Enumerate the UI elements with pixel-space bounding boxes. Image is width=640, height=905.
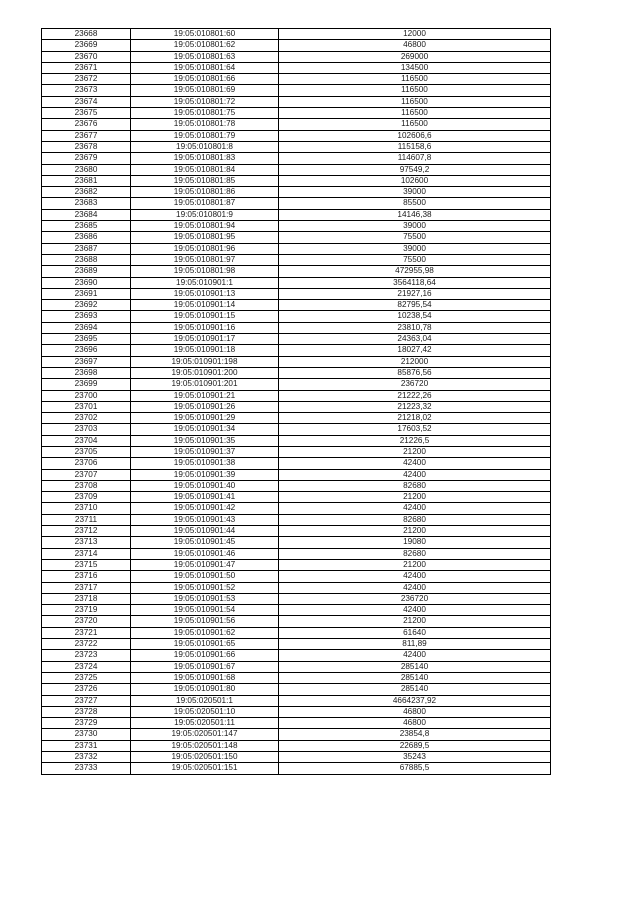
row-number-cell: 23678 xyxy=(42,141,131,152)
cadastral-number-cell: 19:05:010801:95 xyxy=(131,232,279,243)
cadastral-value-cell: 22689,5 xyxy=(279,740,551,751)
cadastral-value-cell: 102600 xyxy=(279,175,551,186)
cadastral-number-cell: 19:05:010801:86 xyxy=(131,187,279,198)
row-number-cell: 23683 xyxy=(42,198,131,209)
cadastral-number-cell: 19:05:010901:34 xyxy=(131,424,279,435)
row-number-cell: 23721 xyxy=(42,627,131,638)
table-row xyxy=(42,390,551,401)
table-row xyxy=(42,729,551,740)
row-number-cell: 23729 xyxy=(42,718,131,729)
table-row xyxy=(42,401,551,412)
table-row xyxy=(42,480,551,491)
table-row xyxy=(42,616,551,627)
row-number-cell: 23716 xyxy=(42,571,131,582)
row-number-cell: 23669 xyxy=(42,40,131,51)
cadastral-value-cell: 14146,38 xyxy=(279,209,551,220)
cadastral-number-cell: 19:05:010801:64 xyxy=(131,62,279,73)
row-number-cell: 23714 xyxy=(42,548,131,559)
row-number-cell: 23730 xyxy=(42,729,131,740)
cadastral-value-cell: 82680 xyxy=(279,514,551,525)
cadastral-value-cell: 212000 xyxy=(279,356,551,367)
row-number-cell: 23707 xyxy=(42,469,131,480)
cadastral-number-cell: 19:05:010801:75 xyxy=(131,108,279,119)
table-row xyxy=(42,221,551,232)
cadastral-number-cell: 19:05:010901:200 xyxy=(131,367,279,378)
cadastral-value-cell: 285140 xyxy=(279,672,551,683)
table-row xyxy=(42,593,551,604)
cadastral-value-cell: 21218,02 xyxy=(279,413,551,424)
table-row xyxy=(42,695,551,706)
table-row xyxy=(42,752,551,763)
cadastral-value-cell: 82680 xyxy=(279,480,551,491)
cadastral-value-cell: 472955,98 xyxy=(279,266,551,277)
table-row xyxy=(42,605,551,616)
table-row xyxy=(42,740,551,751)
row-number-cell: 23692 xyxy=(42,300,131,311)
row-number-cell: 23684 xyxy=(42,209,131,220)
cadastral-value-cell: 97549,2 xyxy=(279,164,551,175)
cadastral-value-cell: 18027,42 xyxy=(279,345,551,356)
cadastral-number-cell: 19:05:010801:8 xyxy=(131,141,279,152)
cadastral-number-cell: 19:05:010901:68 xyxy=(131,672,279,683)
cadastral-value-cell: 116500 xyxy=(279,108,551,119)
cadastral-number-cell: 19:05:010801:87 xyxy=(131,198,279,209)
row-number-cell: 23676 xyxy=(42,119,131,130)
table-row xyxy=(42,763,551,774)
cadastral-value-cell: 285140 xyxy=(279,684,551,695)
row-number-cell: 23685 xyxy=(42,221,131,232)
cadastral-number-cell: 19:05:010901:66 xyxy=(131,650,279,661)
cadastral-number-cell: 19:05:020501:151 xyxy=(131,763,279,774)
row-number-cell: 23682 xyxy=(42,187,131,198)
cadastral-number-cell: 19:05:010901:35 xyxy=(131,435,279,446)
row-number-cell: 23680 xyxy=(42,164,131,175)
cadastral-number-cell: 19:05:010901:37 xyxy=(131,446,279,457)
table-row xyxy=(42,130,551,141)
cadastral-value-cell: 269000 xyxy=(279,51,551,62)
cadastral-number-cell: 19:05:010901:26 xyxy=(131,401,279,412)
cadastral-number-cell: 19:05:010901:18 xyxy=(131,345,279,356)
cadastral-number-cell: 19:05:010801:69 xyxy=(131,85,279,96)
table-row xyxy=(42,141,551,152)
table-row xyxy=(42,266,551,277)
row-number-cell: 23704 xyxy=(42,435,131,446)
cadastral-number-cell: 19:05:010801:79 xyxy=(131,130,279,141)
cadastral-number-cell: 19:05:010901:65 xyxy=(131,639,279,650)
row-number-cell: 23677 xyxy=(42,130,131,141)
cadastral-number-cell: 19:05:010801:85 xyxy=(131,175,279,186)
cadastral-number-cell: 19:05:010801:97 xyxy=(131,254,279,265)
row-number-cell: 23712 xyxy=(42,526,131,537)
table-row xyxy=(42,322,551,333)
cadastral-number-cell: 19:05:010901:16 xyxy=(131,322,279,333)
cadastral-number-cell: 19:05:010901:45 xyxy=(131,537,279,548)
cadastral-number-cell: 19:05:010801:84 xyxy=(131,164,279,175)
cadastral-number-cell: 19:05:010801:63 xyxy=(131,51,279,62)
cadastral-value-table xyxy=(41,28,551,775)
table-row xyxy=(42,559,551,570)
table-row xyxy=(42,96,551,107)
table-row xyxy=(42,40,551,51)
cadastral-value-cell: 42400 xyxy=(279,605,551,616)
cadastral-number-cell: 19:05:010901:198 xyxy=(131,356,279,367)
table-row xyxy=(42,51,551,62)
cadastral-number-cell: 19:05:010901:50 xyxy=(131,571,279,582)
cadastral-number-cell: 19:05:010901:201 xyxy=(131,379,279,390)
row-number-cell: 23723 xyxy=(42,650,131,661)
table-row xyxy=(42,198,551,209)
row-number-cell: 23728 xyxy=(42,706,131,717)
cadastral-value-cell: 35243 xyxy=(279,752,551,763)
table-row xyxy=(42,435,551,446)
cadastral-number-cell: 19:05:010801:60 xyxy=(131,29,279,40)
table-row xyxy=(42,639,551,650)
row-number-cell: 23679 xyxy=(42,153,131,164)
table-row xyxy=(42,537,551,548)
cadastral-number-cell: 19:05:010901:42 xyxy=(131,503,279,514)
cadastral-number-cell: 19:05:010901:80 xyxy=(131,684,279,695)
cadastral-value-cell: 116500 xyxy=(279,119,551,130)
cadastral-value-cell: 285140 xyxy=(279,661,551,672)
table-row xyxy=(42,650,551,661)
cadastral-value-cell: 46800 xyxy=(279,706,551,717)
table-row xyxy=(42,367,551,378)
cadastral-value-cell: 811,89 xyxy=(279,639,551,650)
row-number-cell: 23670 xyxy=(42,51,131,62)
cadastral-value-cell: 21223,32 xyxy=(279,401,551,412)
cadastral-number-cell: 19:05:020501:11 xyxy=(131,718,279,729)
table-row xyxy=(42,571,551,582)
cadastral-value-cell: 102606,6 xyxy=(279,130,551,141)
cadastral-number-cell: 19:05:010901:21 xyxy=(131,390,279,401)
cadastral-value-cell: 24363,04 xyxy=(279,334,551,345)
table-row xyxy=(42,503,551,514)
cadastral-value-cell: 23854,8 xyxy=(279,729,551,740)
cadastral-number-cell: 19:05:010801:9 xyxy=(131,209,279,220)
cadastral-value-cell: 116500 xyxy=(279,96,551,107)
table-row xyxy=(42,277,551,288)
table-row xyxy=(42,345,551,356)
cadastral-number-cell: 19:05:010901:41 xyxy=(131,492,279,503)
table-row xyxy=(42,175,551,186)
row-number-cell: 23672 xyxy=(42,74,131,85)
row-number-cell: 23674 xyxy=(42,96,131,107)
cadastral-number-cell: 19:05:020501:150 xyxy=(131,752,279,763)
cadastral-number-cell: 19:05:010901:46 xyxy=(131,548,279,559)
row-number-cell: 23673 xyxy=(42,85,131,96)
row-number-cell: 23671 xyxy=(42,62,131,73)
cadastral-number-cell: 19:05:010901:38 xyxy=(131,458,279,469)
table-row xyxy=(42,548,551,559)
table-row xyxy=(42,288,551,299)
cadastral-value-cell: 85876,56 xyxy=(279,367,551,378)
cadastral-number-cell: 19:05:010901:29 xyxy=(131,413,279,424)
cadastral-value-cell: 3564118,64 xyxy=(279,277,551,288)
table-body xyxy=(42,29,551,775)
row-number-cell: 23696 xyxy=(42,345,131,356)
cadastral-value-cell: 42400 xyxy=(279,571,551,582)
row-number-cell: 23689 xyxy=(42,266,131,277)
row-number-cell: 23706 xyxy=(42,458,131,469)
table-row xyxy=(42,458,551,469)
table-row xyxy=(42,492,551,503)
row-number-cell: 23724 xyxy=(42,661,131,672)
row-number-cell: 23722 xyxy=(42,639,131,650)
row-number-cell: 23681 xyxy=(42,175,131,186)
cadastral-value-cell: 39000 xyxy=(279,243,551,254)
row-number-cell: 23715 xyxy=(42,559,131,570)
cadastral-value-cell: 21200 xyxy=(279,559,551,570)
cadastral-number-cell: 19:05:010901:15 xyxy=(131,311,279,322)
cadastral-number-cell: 19:05:010801:94 xyxy=(131,221,279,232)
cadastral-value-cell: 134500 xyxy=(279,62,551,73)
cadastral-value-cell: 115158,6 xyxy=(279,141,551,152)
cadastral-value-cell: 82795,54 xyxy=(279,300,551,311)
cadastral-number-cell: 19:05:010801:98 xyxy=(131,266,279,277)
cadastral-value-cell: 42400 xyxy=(279,469,551,480)
cadastral-value-cell: 82680 xyxy=(279,548,551,559)
table-row xyxy=(42,187,551,198)
table-row xyxy=(42,334,551,345)
table-row xyxy=(42,243,551,254)
table-row xyxy=(42,582,551,593)
cadastral-number-cell: 19:05:010801:62 xyxy=(131,40,279,51)
table-row xyxy=(42,254,551,265)
table-row xyxy=(42,526,551,537)
table-row xyxy=(42,469,551,480)
row-number-cell: 23668 xyxy=(42,29,131,40)
table-row xyxy=(42,300,551,311)
table-row xyxy=(42,627,551,638)
cadastral-number-cell: 19:05:010901:43 xyxy=(131,514,279,525)
cadastral-value-cell: 17603,52 xyxy=(279,424,551,435)
row-number-cell: 23731 xyxy=(42,740,131,751)
cadastral-number-cell: 19:05:020501:1 xyxy=(131,695,279,706)
row-number-cell: 23733 xyxy=(42,763,131,774)
cadastral-number-cell: 19:05:010801:72 xyxy=(131,96,279,107)
row-number-cell: 23699 xyxy=(42,379,131,390)
row-number-cell: 23690 xyxy=(42,277,131,288)
row-number-cell: 23693 xyxy=(42,311,131,322)
cadastral-value-cell: 116500 xyxy=(279,74,551,85)
row-number-cell: 23726 xyxy=(42,684,131,695)
table-row xyxy=(42,153,551,164)
cadastral-number-cell: 19:05:010801:66 xyxy=(131,74,279,85)
table-row xyxy=(42,311,551,322)
cadastral-value-cell: 21200 xyxy=(279,616,551,627)
table-row xyxy=(42,424,551,435)
row-number-cell: 23720 xyxy=(42,616,131,627)
table-row xyxy=(42,85,551,96)
cadastral-value-cell: 114607,8 xyxy=(279,153,551,164)
cadastral-value-cell: 236720 xyxy=(279,593,551,604)
row-number-cell: 23701 xyxy=(42,401,131,412)
table-row xyxy=(42,119,551,130)
cadastral-value-cell: 19080 xyxy=(279,537,551,548)
cadastral-value-cell: 42400 xyxy=(279,458,551,469)
cadastral-number-cell: 19:05:010901:62 xyxy=(131,627,279,638)
cadastral-number-cell: 19:05:020501:147 xyxy=(131,729,279,740)
cadastral-value-cell: 21222,26 xyxy=(279,390,551,401)
row-number-cell: 23694 xyxy=(42,322,131,333)
table-row xyxy=(42,108,551,119)
row-number-cell: 23725 xyxy=(42,672,131,683)
cadastral-number-cell: 19:05:010901:54 xyxy=(131,605,279,616)
row-number-cell: 23697 xyxy=(42,356,131,367)
table-row xyxy=(42,514,551,525)
cadastral-value-cell: 39000 xyxy=(279,221,551,232)
cadastral-number-cell: 19:05:010901:52 xyxy=(131,582,279,593)
cadastral-value-cell: 46800 xyxy=(279,718,551,729)
row-number-cell: 23719 xyxy=(42,605,131,616)
table-row xyxy=(42,718,551,729)
cadastral-value-cell: 21200 xyxy=(279,492,551,503)
cadastral-value-cell: 75500 xyxy=(279,254,551,265)
cadastral-number-cell: 19:05:020501:148 xyxy=(131,740,279,751)
cadastral-number-cell: 19:05:010801:83 xyxy=(131,153,279,164)
cadastral-value-cell: 12000 xyxy=(279,29,551,40)
cadastral-value-cell: 39000 xyxy=(279,187,551,198)
cadastral-number-cell: 19:05:010901:1 xyxy=(131,277,279,288)
cadastral-value-cell: 21927,16 xyxy=(279,288,551,299)
row-number-cell: 23705 xyxy=(42,446,131,457)
cadastral-value-cell: 236720 xyxy=(279,379,551,390)
row-number-cell: 23708 xyxy=(42,480,131,491)
table-row xyxy=(42,62,551,73)
table-row xyxy=(42,379,551,390)
row-number-cell: 23687 xyxy=(42,243,131,254)
row-number-cell: 23700 xyxy=(42,390,131,401)
row-number-cell: 23713 xyxy=(42,537,131,548)
row-number-cell: 23709 xyxy=(42,492,131,503)
cadastral-number-cell: 19:05:010901:39 xyxy=(131,469,279,480)
row-number-cell: 23703 xyxy=(42,424,131,435)
cadastral-value-cell: 85500 xyxy=(279,198,551,209)
table-row xyxy=(42,74,551,85)
row-number-cell: 23717 xyxy=(42,582,131,593)
cadastral-number-cell: 19:05:010901:17 xyxy=(131,334,279,345)
row-number-cell: 23675 xyxy=(42,108,131,119)
cadastral-value-cell: 21200 xyxy=(279,526,551,537)
cadastral-value-cell: 75500 xyxy=(279,232,551,243)
row-number-cell: 23688 xyxy=(42,254,131,265)
table-row xyxy=(42,232,551,243)
cadastral-value-cell: 42400 xyxy=(279,650,551,661)
cadastral-number-cell: 19:05:010901:14 xyxy=(131,300,279,311)
table-row xyxy=(42,661,551,672)
row-number-cell: 23695 xyxy=(42,334,131,345)
row-number-cell: 23691 xyxy=(42,288,131,299)
table-row xyxy=(42,209,551,220)
cadastral-value-cell: 21200 xyxy=(279,446,551,457)
table-row xyxy=(42,706,551,717)
cadastral-number-cell: 19:05:020501:10 xyxy=(131,706,279,717)
table-row xyxy=(42,684,551,695)
cadastral-number-cell: 19:05:010801:78 xyxy=(131,119,279,130)
table-row xyxy=(42,29,551,40)
cadastral-value-cell: 21226,5 xyxy=(279,435,551,446)
row-number-cell: 23727 xyxy=(42,695,131,706)
table-row xyxy=(42,356,551,367)
cadastral-value-cell: 42400 xyxy=(279,582,551,593)
cadastral-number-cell: 19:05:010901:53 xyxy=(131,593,279,604)
row-number-cell: 23732 xyxy=(42,752,131,763)
cadastral-number-cell: 19:05:010901:47 xyxy=(131,559,279,570)
row-number-cell: 23710 xyxy=(42,503,131,514)
row-number-cell: 23718 xyxy=(42,593,131,604)
table-row xyxy=(42,413,551,424)
table-row xyxy=(42,164,551,175)
cadastral-value-cell: 23810,78 xyxy=(279,322,551,333)
cadastral-value-cell: 10238,54 xyxy=(279,311,551,322)
cadastral-value-cell: 46800 xyxy=(279,40,551,51)
table-row xyxy=(42,672,551,683)
cadastral-number-cell: 19:05:010901:40 xyxy=(131,480,279,491)
cadastral-number-cell: 19:05:010801:96 xyxy=(131,243,279,254)
cadastral-value-cell: 4664237,92 xyxy=(279,695,551,706)
row-number-cell: 23702 xyxy=(42,413,131,424)
row-number-cell: 23698 xyxy=(42,367,131,378)
cadastral-number-cell: 19:05:010901:56 xyxy=(131,616,279,627)
cadastral-value-cell: 61640 xyxy=(279,627,551,638)
cadastral-number-cell: 19:05:010901:13 xyxy=(131,288,279,299)
row-number-cell: 23711 xyxy=(42,514,131,525)
cadastral-value-cell: 42400 xyxy=(279,503,551,514)
row-number-cell: 23686 xyxy=(42,232,131,243)
table-row xyxy=(42,446,551,457)
cadastral-value-cell: 116500 xyxy=(279,85,551,96)
cadastral-number-cell: 19:05:010901:44 xyxy=(131,526,279,537)
cadastral-number-cell: 19:05:010901:67 xyxy=(131,661,279,672)
cadastral-value-cell: 67885,5 xyxy=(279,763,551,774)
